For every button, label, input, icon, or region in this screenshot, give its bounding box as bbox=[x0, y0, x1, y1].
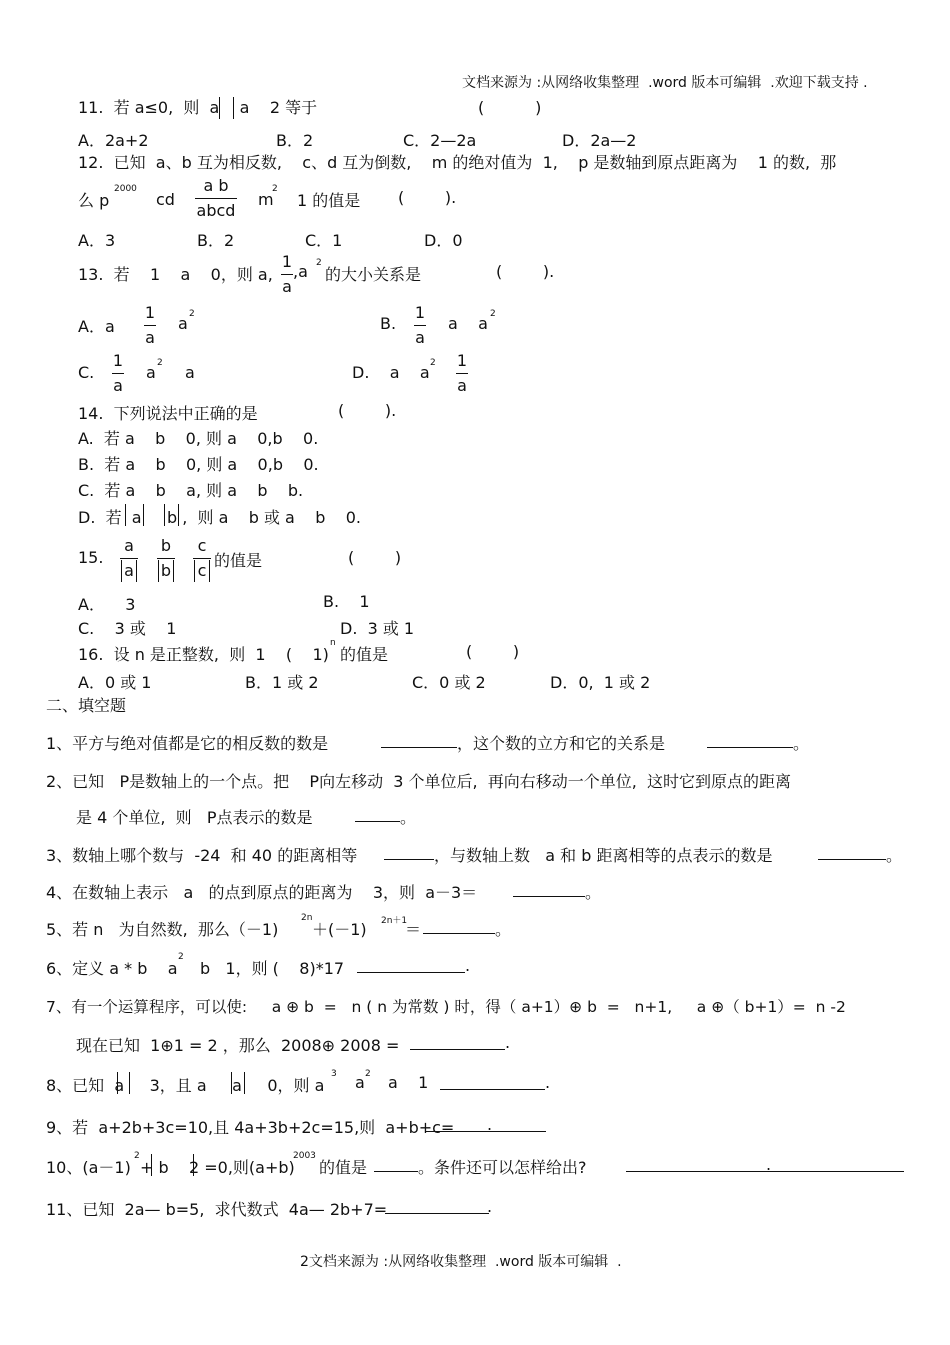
frac-num: a bbox=[124, 536, 134, 555]
frac-num: 1 bbox=[144, 303, 156, 322]
q12-frac-den: abcd bbox=[196, 201, 236, 220]
q14-paren: ( ). bbox=[338, 401, 397, 420]
fill11-text: 11、已知 2a— b=5, 求代数式 4a— 2b+7= bbox=[46, 1200, 388, 1219]
q12-option-a: A．3 bbox=[78, 231, 116, 250]
q13-frac-den: a bbox=[282, 277, 292, 296]
frac-den: a bbox=[113, 376, 123, 395]
q12-line1: 12. 已知 a、b 互为相反数, c、d 互为倒数, m 的绝对值为 1, p 是数轴到原点距离为 1 的数, 那 bbox=[78, 153, 837, 172]
abs-bar bbox=[209, 560, 210, 582]
q14-option-b: B. 若 a b 0, 则 a 0,b 0. bbox=[78, 455, 319, 474]
fraction-bar bbox=[120, 558, 138, 559]
q12-m-exp: 2 bbox=[272, 184, 278, 194]
frac-den: a bbox=[124, 561, 134, 580]
abs-bar bbox=[193, 1154, 194, 1176]
q12-fraction bbox=[195, 176, 237, 221]
q16-exp: n bbox=[330, 638, 336, 648]
q13-a-tail: a bbox=[178, 314, 188, 333]
fill7-end: . bbox=[505, 1033, 511, 1052]
q13-fraction bbox=[281, 252, 293, 297]
q16-option-b: B．1 或 2 bbox=[245, 673, 319, 692]
fill3-text: 3、数轴上哪个数与 -24 和 40 的距离相等 bbox=[46, 846, 358, 865]
fill1-text-b: ，这个数的立方和它的关系是 bbox=[457, 734, 666, 753]
abs-bar bbox=[117, 1072, 118, 1094]
abs-bar bbox=[129, 1072, 130, 1094]
answer-blank bbox=[513, 896, 585, 897]
abs-bar bbox=[178, 504, 179, 526]
answer-blank bbox=[381, 747, 457, 748]
fill6-text: 6、定义 a * b a bbox=[46, 959, 178, 978]
fraction-bar bbox=[193, 558, 211, 559]
fill6-exp: 2 bbox=[178, 952, 184, 962]
q16-paren: ( ) bbox=[466, 642, 520, 661]
page-header: 文档来源为 :从网络收集整理 .word 版本可编辑 .欢迎下载支持 . bbox=[462, 75, 868, 91]
q13-option-d: D. a a bbox=[352, 363, 430, 382]
answer-blank bbox=[357, 972, 465, 973]
q14-option-a: A. 若 a b 0, 则 a 0,b 0. bbox=[78, 429, 319, 448]
q14-option-d: D. 若 a b , 则 a b 或 a b 0. bbox=[78, 508, 361, 527]
fill10-text-b: + b 2 =0,则(a+b) bbox=[140, 1158, 295, 1177]
q12-option-d: D．0 bbox=[424, 231, 463, 250]
answer-blank bbox=[707, 747, 793, 748]
abs-bar bbox=[173, 560, 174, 582]
abs-bar bbox=[125, 504, 126, 526]
fill8-exp2: 2 bbox=[365, 1069, 371, 1079]
fill5-eq: ＝ bbox=[405, 920, 422, 939]
q12-frac-num: a b bbox=[203, 176, 229, 195]
q15-label: 15. bbox=[78, 548, 104, 567]
abs-bar bbox=[121, 560, 122, 582]
fill2-text: 2、已知 P是数轴上的一个点。把 P向左移动 3 个单位后, 再向右移动一个单位, 这时它到原点的距离 bbox=[46, 772, 792, 791]
fill3-end: 。 bbox=[886, 846, 903, 865]
fill7-text-b: 现在已知 1⊕1 = 2 ，那么 2008⊕ 2008 = bbox=[76, 1036, 400, 1055]
q12-option-c: C．1 bbox=[305, 231, 343, 250]
fill2-text-b: 是 4 个单位, 则 P点表示的数是 bbox=[76, 808, 313, 827]
q15-tail: 的值是 bbox=[214, 551, 263, 570]
fill8-text-b: a bbox=[355, 1073, 365, 1092]
abs-bar bbox=[136, 560, 137, 582]
fill10-text-d: 。条件还可以怎样给出? bbox=[418, 1158, 587, 1177]
fill2-end: 。 bbox=[400, 808, 417, 827]
abs-bar bbox=[164, 504, 165, 526]
q13-exp: 2 bbox=[316, 258, 322, 268]
fraction-bar bbox=[144, 325, 156, 326]
fill1-end: 。 bbox=[793, 734, 810, 753]
section-title: 二、填空题 bbox=[46, 696, 127, 715]
frac-num: 1 bbox=[112, 351, 124, 370]
q13-b-tail: a a bbox=[448, 314, 488, 333]
q11-paren: ( ) bbox=[478, 98, 542, 117]
fill4-text: 4、在数轴上表示 a 的点到原点的距离为 3，则 a－3＝ bbox=[46, 883, 478, 902]
answer-blank bbox=[384, 859, 434, 860]
answer-blank bbox=[410, 1049, 505, 1050]
q12-exp: 2000 bbox=[114, 184, 137, 194]
frac-den: c bbox=[197, 561, 207, 580]
q16-tail: 的值是 bbox=[340, 645, 389, 664]
q12-paren: ( ). bbox=[398, 188, 457, 207]
fill9-text: 9、若 a+2b+3c=10,且 4a+3b+2c=15,则 a+b+c= bbox=[46, 1118, 455, 1137]
fraction-bar bbox=[281, 274, 293, 275]
fill10-exp1: 2 bbox=[134, 1151, 140, 1161]
fill10-exp2: 2003 bbox=[293, 1151, 316, 1161]
q11-option-c: C．2—2a bbox=[403, 131, 477, 150]
q13-option-c: C. bbox=[78, 363, 95, 382]
q13-d-fraction bbox=[456, 351, 468, 396]
abs-bar bbox=[231, 1072, 232, 1094]
q13-paren: ( ). bbox=[496, 262, 555, 281]
q14-option-c: C. 若 a b a, 则 a b b. bbox=[78, 481, 304, 500]
fill7-text: 7、有一个运算程序，可以使: a ⊕ b = n ( n 为常数 ) 时，得（ a+1）⊕ b = n+1, a ⊕（ b+1）= n -2 bbox=[46, 998, 846, 1016]
fill6-end: . bbox=[465, 956, 471, 975]
fill10-text: 10、(a－1) bbox=[46, 1158, 131, 1177]
fill5-end: 。 bbox=[495, 920, 512, 939]
answer-blank bbox=[440, 1089, 545, 1090]
fill5-exp2: 2n＋1 bbox=[381, 916, 408, 926]
abs-bar bbox=[151, 1154, 152, 1176]
q11-option-a: A．2a+2 bbox=[78, 131, 149, 150]
answer-blank bbox=[423, 933, 495, 934]
q13-d-exp: 2 bbox=[430, 358, 436, 368]
q13-frac-num: 1 bbox=[281, 252, 293, 271]
fill8-exp1: 3 bbox=[331, 1069, 337, 1079]
q13-b-exp: 2 bbox=[490, 309, 496, 319]
frac-num: c bbox=[197, 536, 207, 555]
fill8-end: . bbox=[545, 1073, 551, 1092]
fill8-text-c: a 1 bbox=[388, 1073, 429, 1092]
fill10-text-c: 的值是 bbox=[319, 1158, 368, 1177]
q15-paren: ( ) bbox=[348, 548, 402, 567]
abs-bar bbox=[194, 560, 195, 582]
q13-option-a: A．a bbox=[78, 317, 115, 336]
frac-num: 1 bbox=[414, 303, 426, 322]
fill10-dot: . bbox=[766, 1155, 772, 1174]
frac-den: a bbox=[415, 328, 425, 347]
frac-num: 1 bbox=[456, 351, 468, 370]
answer-blank bbox=[374, 1171, 418, 1172]
fill5-text-b: ＋(－1) bbox=[312, 920, 367, 939]
answer-blank bbox=[355, 821, 400, 822]
fill6-text-b: b 1，则 ( 8)*17 bbox=[200, 959, 345, 978]
q12-m: m bbox=[258, 190, 274, 209]
fill3-text-b: ，与数轴上数 a 和 b 距离相等的点表示的数是 bbox=[434, 846, 773, 865]
fraction-bar bbox=[157, 558, 175, 559]
page-footer: 2文档来源为 :从网络收集整理 .word 版本可编辑 . bbox=[300, 1254, 622, 1270]
fill5-exp1: 2n bbox=[301, 913, 313, 923]
q13-c-exp: 2 bbox=[157, 358, 163, 368]
q13-option-b: B. bbox=[380, 314, 397, 333]
q12-tail: 1 的值是 bbox=[297, 191, 361, 210]
fill9-dot: . bbox=[487, 1115, 493, 1134]
fraction-bar bbox=[195, 198, 237, 199]
fill4-end: 。 bbox=[585, 883, 602, 902]
q11-option-b: B．2 bbox=[276, 131, 314, 150]
q15-option-c: C. 3 或 1 bbox=[78, 619, 177, 638]
fill5-text: 5、若 n 为自然数, 那么（－1) bbox=[46, 920, 279, 939]
q12-cd: cd bbox=[156, 190, 175, 209]
q11-stem: 11. 若 a≤0, 则 a a 2 等于 bbox=[78, 98, 318, 117]
q16-stem: 16. 设 n 是正整数, 则 1 ( 1) bbox=[78, 645, 329, 664]
fill8-text: 8、已知 a 3，且 a a 0，则 a bbox=[46, 1076, 325, 1095]
frac-den: a bbox=[145, 328, 155, 347]
q16-option-c: C．0 或 2 bbox=[412, 673, 486, 692]
q13-c-tail2: a bbox=[185, 363, 195, 382]
q16-option-a: A．0 或 1 bbox=[78, 673, 152, 692]
q12-pre: 么 p bbox=[78, 191, 110, 210]
q13-c-tail: a bbox=[146, 363, 156, 382]
fraction-bar bbox=[414, 325, 426, 326]
q15-option-d: D. 3 或 1 bbox=[340, 619, 415, 638]
q13-tail: 的大小关系是 bbox=[325, 265, 422, 284]
q13-head: 13. 若 1 a 0，则 a, bbox=[78, 265, 273, 284]
q16-option-d: D．0, 1 或 2 bbox=[550, 673, 651, 692]
q13-b-fraction bbox=[414, 303, 426, 348]
fill11-dot: . bbox=[487, 1197, 493, 1216]
abs-bar bbox=[244, 1072, 245, 1094]
frac-den: b bbox=[160, 561, 172, 580]
q13-a-exp: 2 bbox=[189, 309, 195, 319]
frac-num: b bbox=[160, 536, 172, 555]
q12-option-b: B．2 bbox=[197, 231, 235, 250]
q13-after: ,a bbox=[293, 262, 308, 281]
q13-c-fraction bbox=[112, 351, 124, 396]
abs-bar bbox=[158, 560, 159, 582]
frac-den: a bbox=[457, 376, 467, 395]
abs-bar bbox=[143, 504, 144, 526]
answer-blank bbox=[426, 1131, 546, 1132]
fill1-text: 1、平方与绝对值都是它的相反数的数是 bbox=[46, 734, 329, 753]
answer-blank bbox=[385, 1213, 489, 1214]
q15-option-a: A． 3 bbox=[78, 595, 136, 614]
answer-blank bbox=[626, 1171, 904, 1172]
abs-bar bbox=[219, 97, 220, 119]
q15-option-b: B. 1 bbox=[323, 592, 370, 611]
answer-blank bbox=[818, 859, 886, 860]
q11-option-d: D．2a—2 bbox=[562, 131, 637, 150]
abs-bar bbox=[233, 97, 234, 119]
fraction-bar bbox=[456, 373, 468, 374]
q13-a-fraction bbox=[144, 303, 156, 348]
q14-stem: 14. 下列说法中正确的是 bbox=[78, 404, 258, 423]
fraction-bar bbox=[112, 373, 124, 374]
